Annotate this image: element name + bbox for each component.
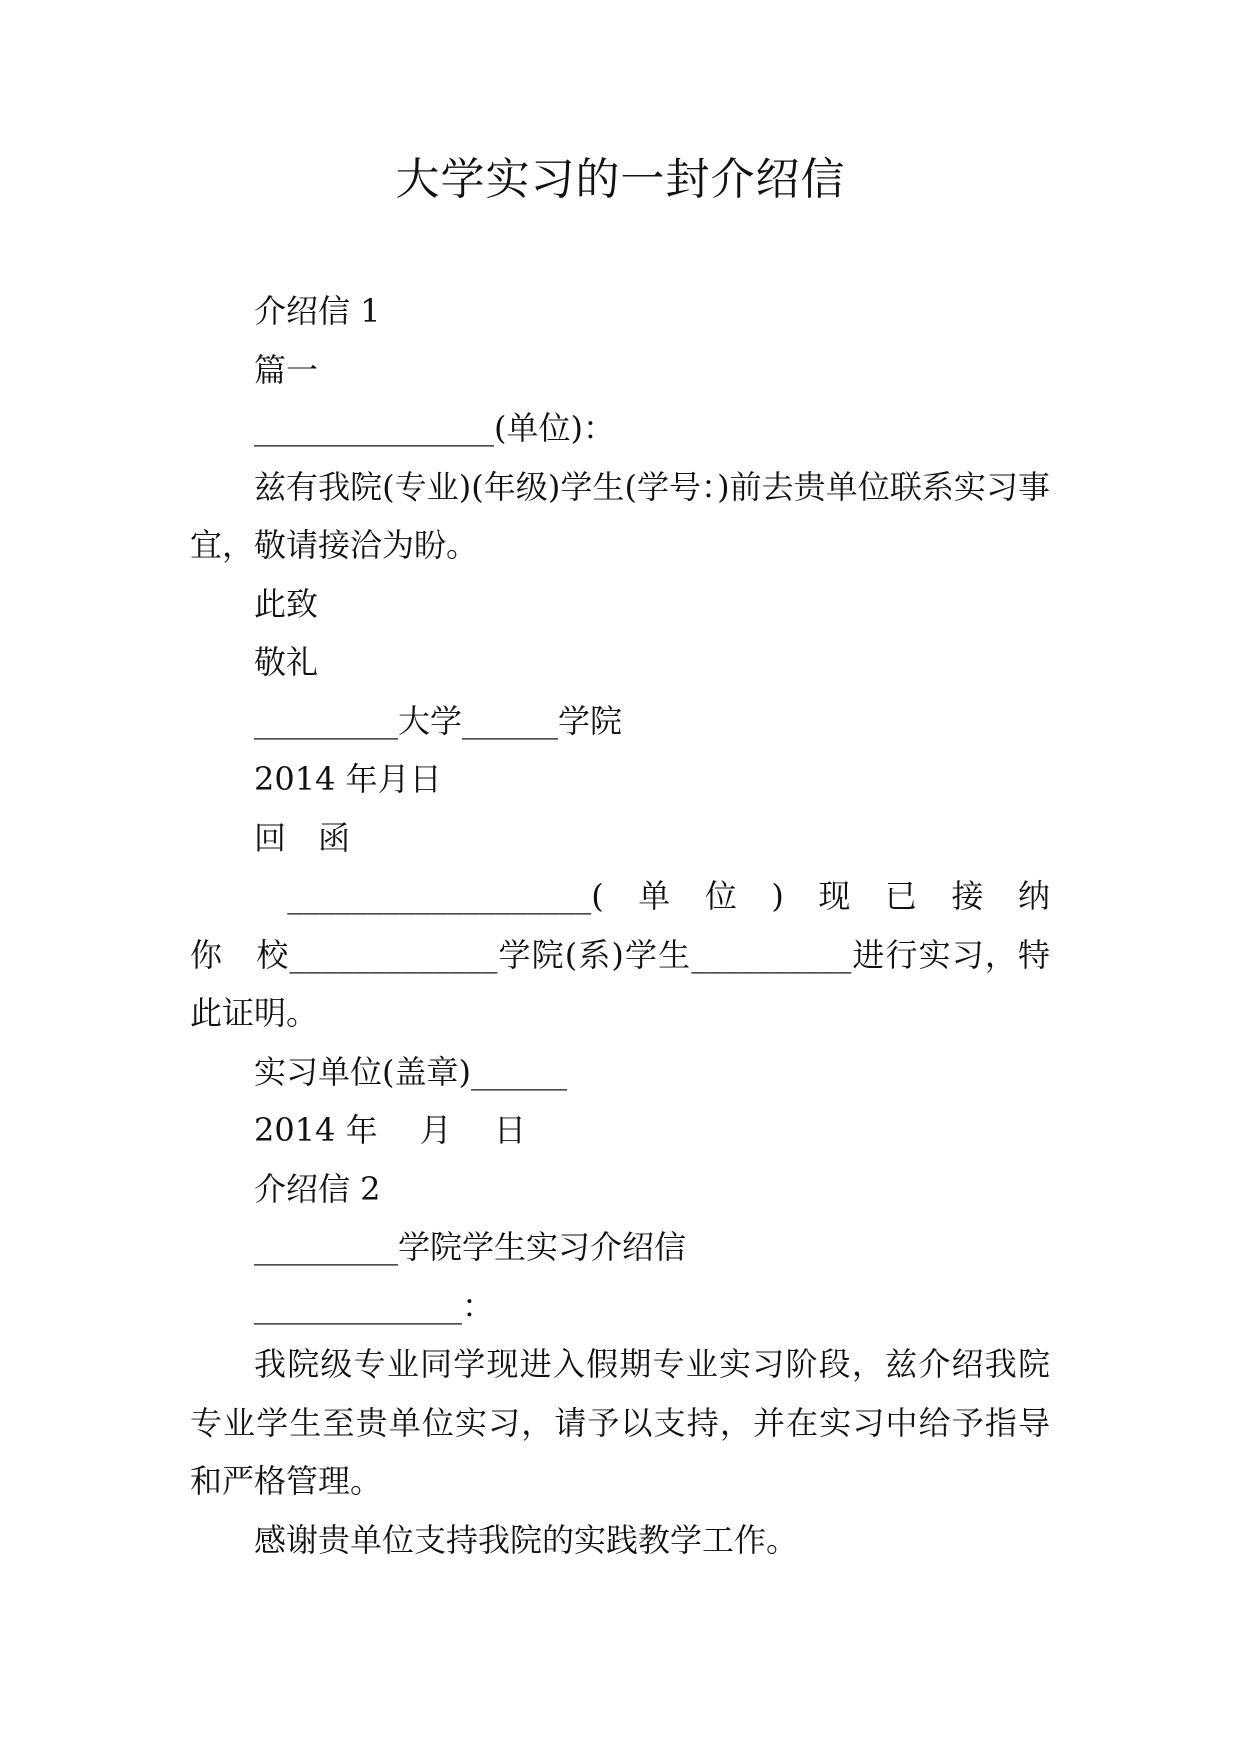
section-heading-letter-2: 介绍信 2 xyxy=(254,1169,381,1208)
document-title: 大学实习的一封介绍信 xyxy=(395,154,846,205)
document-body xyxy=(190,282,1083,1569)
letter-2-thanks-paragraph: 感谢贵单位支持我院的实践教学工作。 xyxy=(254,1520,799,1559)
reply-date-line: 2014 年 月 日 xyxy=(254,1111,526,1149)
date-line: 2014 年月日 xyxy=(254,760,442,798)
stamp-line: 实习单位(盖章)______ xyxy=(254,1052,567,1091)
section-heading-letter-1: 介绍信 1 xyxy=(254,292,381,330)
section-subheading: 篇一 xyxy=(254,350,319,389)
closing-line: 此致 xyxy=(254,584,319,623)
reply-heading: 回 函 xyxy=(254,818,351,857)
recipient-line: _______________(单位)： xyxy=(254,409,615,447)
letter-body-paragraph: 兹有我院(专业)(年级)学生(学号：)前去贵单位联系实习事宜，敬请接洽为盼。 xyxy=(190,467,1050,564)
letter-2-title-line: _________学院学生实习介绍信 xyxy=(254,1228,687,1266)
letter-2-recipient-line: _____________： xyxy=(254,1286,495,1325)
letter-2-body-paragraph: 我院级专业同学现进入假期专业实习阶段，兹介绍我院专业学生至贵单位实习，请予以支持，并在实习中给予指导和严格管理。 xyxy=(190,1345,1050,1500)
salutation-line: 敬礼 xyxy=(254,643,319,681)
signature-line: _________大学______学院 xyxy=(254,701,623,740)
reply-body-paragraph: ___________________( 单 位 ) 现 已 接 纳 你 校_____________学院(系)学生__________进行实习，特此证明。 xyxy=(190,877,1083,1032)
